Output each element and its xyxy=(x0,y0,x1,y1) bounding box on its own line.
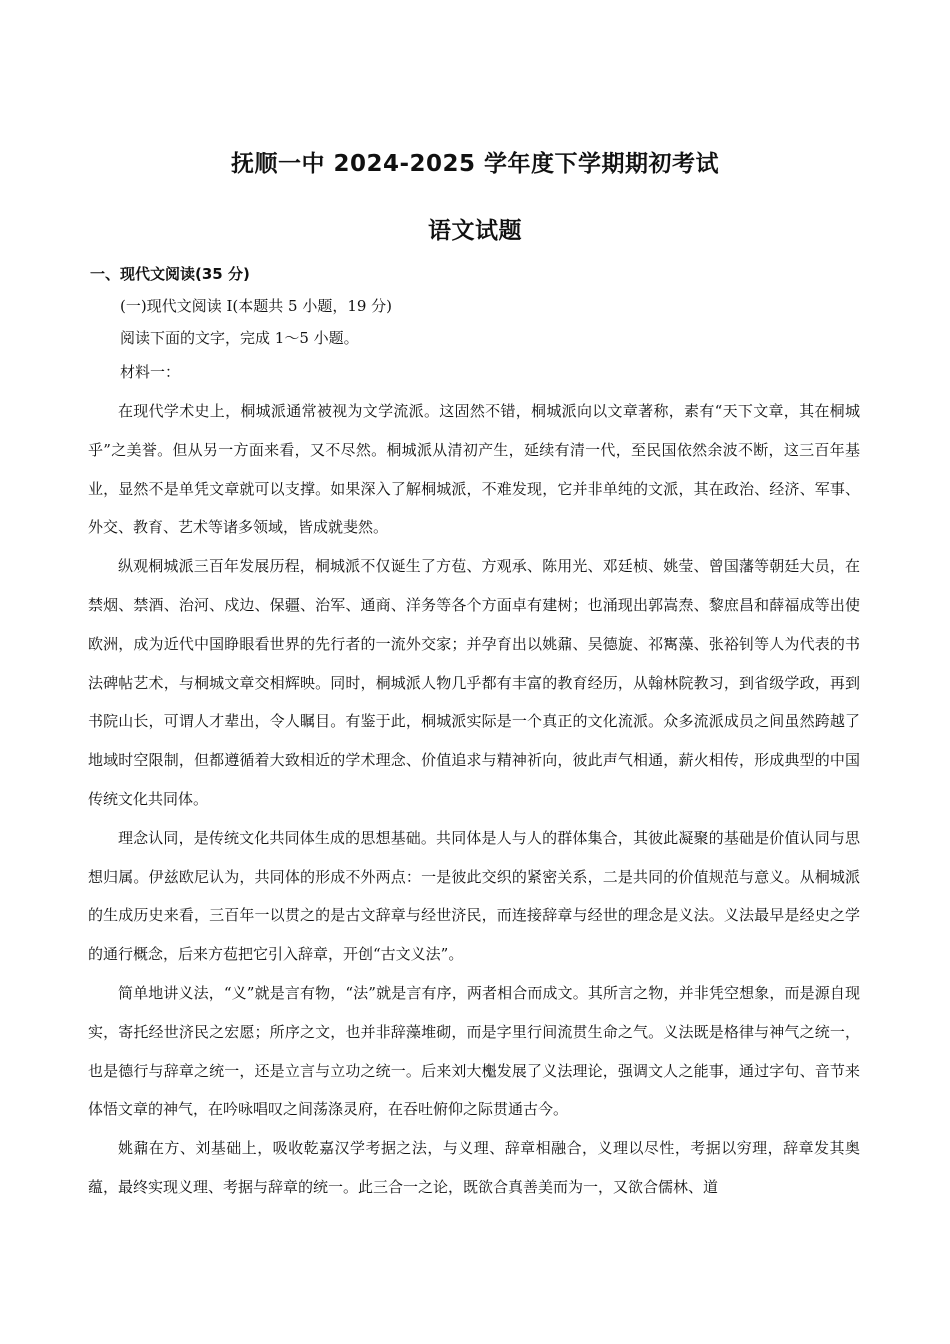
material-label: 材料一： xyxy=(120,363,181,381)
passage-paragraph: 在现代学术史上，桐城派通常被视为文学流派。这固然不错，桐城派向以文章著称，素有“天下文章，其在桐城乎”之美誉。但从另一方面来看，又不尽然。桐城派从清初产生，延续有清一代，至民国依然余波不断，这三百年基业，显然不是单凭文章就可以支撑。如果深入了解桐城派，不难发现，它并非单纯的文派，其在政治、经济、军事、外交、教育、艺术等诸多领域，皆成就斐然。 xyxy=(88,402,860,537)
section-heading: 一、现代文阅读(35 分) xyxy=(90,265,250,283)
passage-paragraph: 姚鼐在方、刘基础上，吸收乾嘉汉学考据之法，与义理、辞章相融合，义理以尽性，考据以穷理，辞章发其奥蕴，最终实现义理、考据与辞章的统一。此三合一之论，既欲合真善美而为一，又欲合儒林、道 xyxy=(88,1139,860,1196)
subject-title: 语文试题 xyxy=(428,218,522,244)
passage-paragraph: 简单地讲义法，“义”就是言有物，“法”就是言有序，两者相合而成文。其所言之物，并非凭空想象，而是源自现实，寄托经世济民之宏愿；所序之文，也并非辞藻堆砌，而是字里行间流贯生命之气。义法既是格律与神气之统一，也是德行与辞章之统一，还是立言与立功之统一。后来刘大櫆发展了义法理论，强调文人之能事，通过字句、音节来体悟文章的神气，在吟咏唱叹之间荡涤灵府，在吞吐俯仰之际贯通古今。 xyxy=(88,983,860,1119)
passage-paragraph: 理念认同，是传统文化共同体生成的思想基础。共同体是人与人的群体集合，其彼此凝聚的基础是价值认同与思想归属。伊兹欧尼认为，共同体的形成不外两点：一是彼此交织的紧密关系，二是共同的价值规范与意义。从桐城派的生成历史来看，三百年一以贯之的是古文辞章与经世济民，而连接辞章与经世的理念是义法。义法最早是经史之学的通行概念，后来方苞把它引入辞章，开创“古文义法”。 xyxy=(88,828,860,964)
reading-passage xyxy=(88,392,860,1207)
exam-title: 抚顺一中 2024-2025 学年度下学期期初考试 xyxy=(230,151,720,177)
passage-paragraph: 纵观桐城派三百年发展历程，桐城派不仅诞生了方苞、方观承、陈用光、邓廷桢、姚莹、曾国藩等朝廷大员，在禁烟、禁酒、治河、戍边、保疆、治军、通商、洋务等各个方面卓有建树；也涌现出郭嵩焘、黎庶昌和薛福成等出使欧洲，成为近代中国睁眼看世界的先行者的一流外交家；并孕育出以姚鼐、吴德旋、祁寯藻、张裕钊等人为代表的书法碑帖艺术，与桐城文章交相辉映。同时，桐城派人物几乎都有丰富的教育经历，从翰林院教习，到省级学政，再到书院山长，可谓人才辈出，令人瞩目。有鉴于此，桐城派实际是一个真正的文化流派。众多流派成员之间虽然跨越了地域时空限制，但都遵循着大致相近的学术理念、价值追求与精神祈向，彼此声气相通，薪火相传，形成典型的中国传统文化共同体。 xyxy=(88,557,860,808)
subsection-heading: (一)现代文阅读 I(本题共 5 小题，19 分) xyxy=(120,297,393,315)
reading-instruction: 阅读下面的文字，完成 1～5 小题。 xyxy=(120,329,359,347)
